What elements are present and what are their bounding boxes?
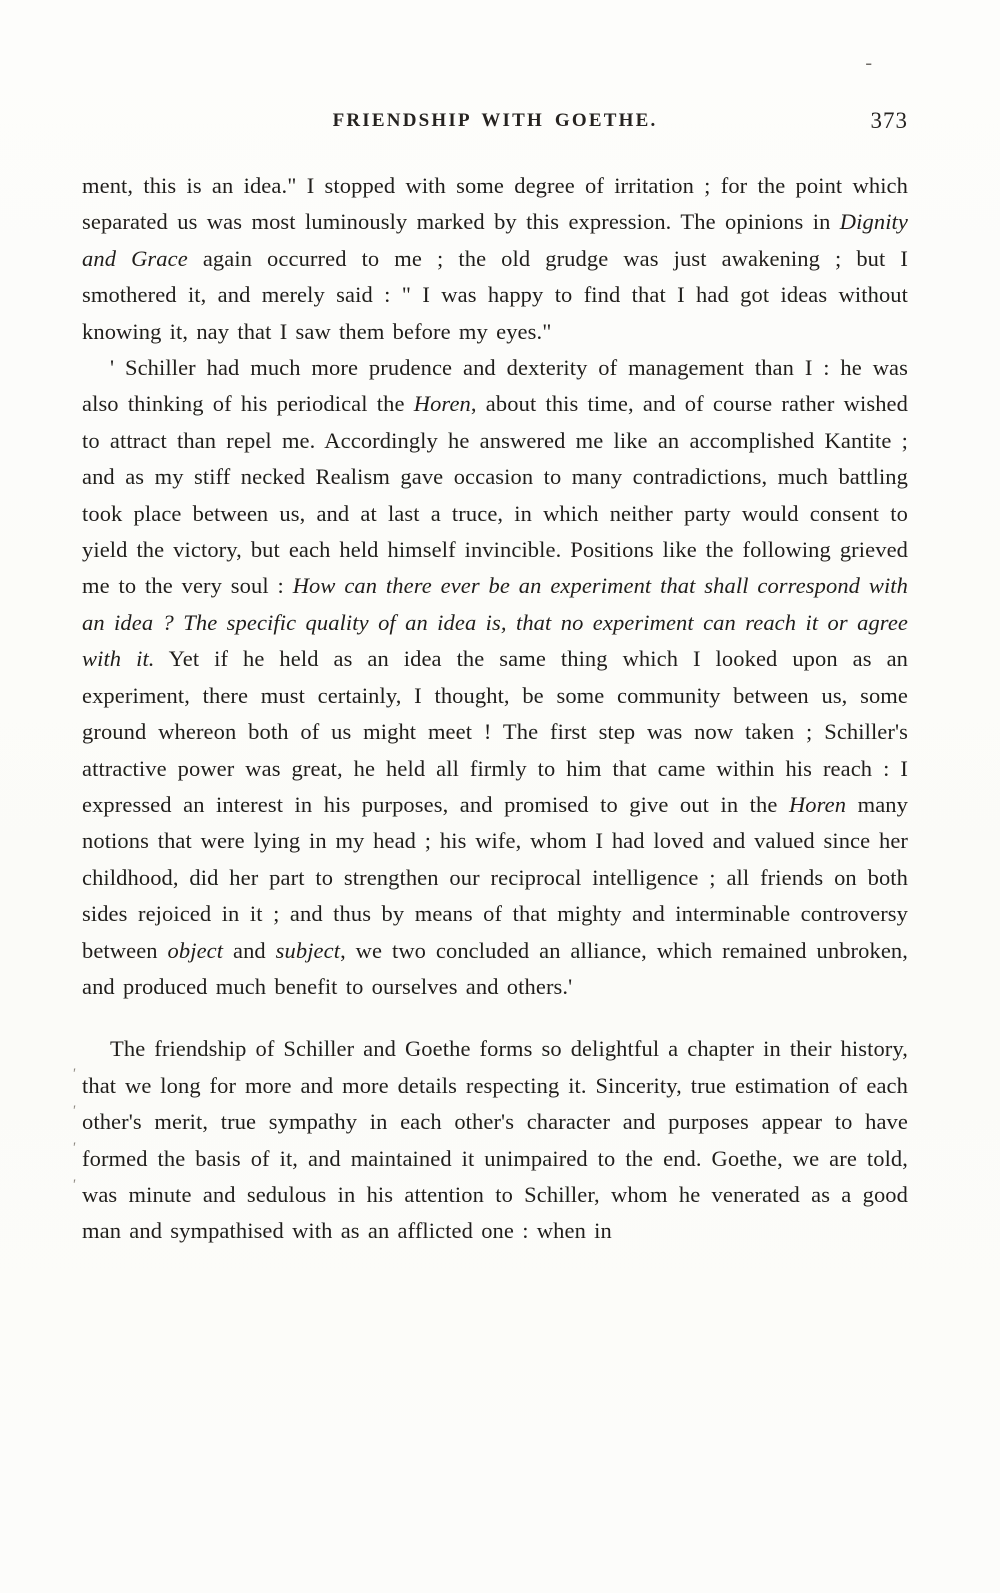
- text-run: again occurred to me ; the old grudge was just awakening ; but I smothered it, and merely said : " I was happy to find that I had got ideas without knowing it, nay that I saw them before my eyes.": [82, 245, 908, 344]
- text-run: , about this time, and of course rather wished to attract than repel me. Accordingly he answered me like an accomplished Kantite ; and as my stiff necked Realism gave occasion to many contradictions, much battling took place between us, and at last a truce, in which neither party would consent to yield the victory, but each held himself invincible. Positions like the following grieved me to the very soul :: [82, 391, 908, 599]
- paragraph: [82, 1031, 908, 1249]
- text-run: ' Schiller had much more prudence and dexterity of management than I : he was also thinking of his periodical the: [82, 355, 908, 417]
- paragraph: [82, 168, 908, 350]
- margin-quote-mark: ': [72, 1066, 76, 1082]
- text-run: ment, this is an idea." I stopped with some degree of irritation ; for the point which separated us was most luminously marked by this expression. The opinions in: [82, 173, 908, 235]
- paragraph: [82, 350, 908, 1005]
- italic-run: subject: [275, 937, 341, 963]
- italic-run: Horen: [788, 791, 847, 817]
- margin-quote-mark: ': [72, 1140, 76, 1156]
- page-header: [0, 110, 1000, 144]
- text-run: Yet if he held as an idea the same thing which I looked upon as an experiment, there must certainly, I thought, be some community between us, some ground whereon both of us might meet ! The first step was now taken ; Schiller's attractive power was great, he held all firmly to him that came within his reach : I expressed an interest in his purposes, and promised to give out in the: [82, 646, 908, 817]
- running-head: FRIENDSHIP WITH GOETHE.: [332, 110, 658, 131]
- italic-run: object: [167, 937, 224, 963]
- page-number: 373: [870, 108, 908, 133]
- scan-artifact-mark: -: [865, 52, 872, 74]
- text-block: [82, 168, 908, 1250]
- italic-run: Horen: [413, 391, 471, 417]
- text-run: and: [223, 937, 276, 963]
- text-run: , we two concluded an alliance, which remained unbroken, and produced much benefit to ourselves and others.': [82, 937, 908, 999]
- text-run: many notions that were lying in my head ; his wife, whom I had loved and valued since her childhood, did her part to strengthen our reciprocal intelligence ; all friends on both sides rejoiced in it ; and thus by means of that mighty and interminable controversy between: [82, 791, 908, 963]
- italic-run: Dignity and Grace: [82, 209, 908, 271]
- text-run: The friendship of Schiller and Goethe forms so delightful a chapter in their history, that we long for more and more details respecting it. Sincerity, true estimation of each other's merit, true sympathy in each other's character and purposes appear to have formed the basis of it, and maintained it unimpaired to the end. Goethe, we are told, was minute and sedulous in his attention to Schiller, whom he venerated as a good man and sympathised with as an afflicted one : when in: [82, 1036, 908, 1244]
- margin-quote-mark: ': [72, 1103, 76, 1119]
- italic-run: How can there ever be an experiment that shall correspond with an idea ? The specific quality of an idea is, that no experiment can reach it or agree with it.: [82, 573, 909, 672]
- margin-quote-mark: ': [72, 1177, 76, 1193]
